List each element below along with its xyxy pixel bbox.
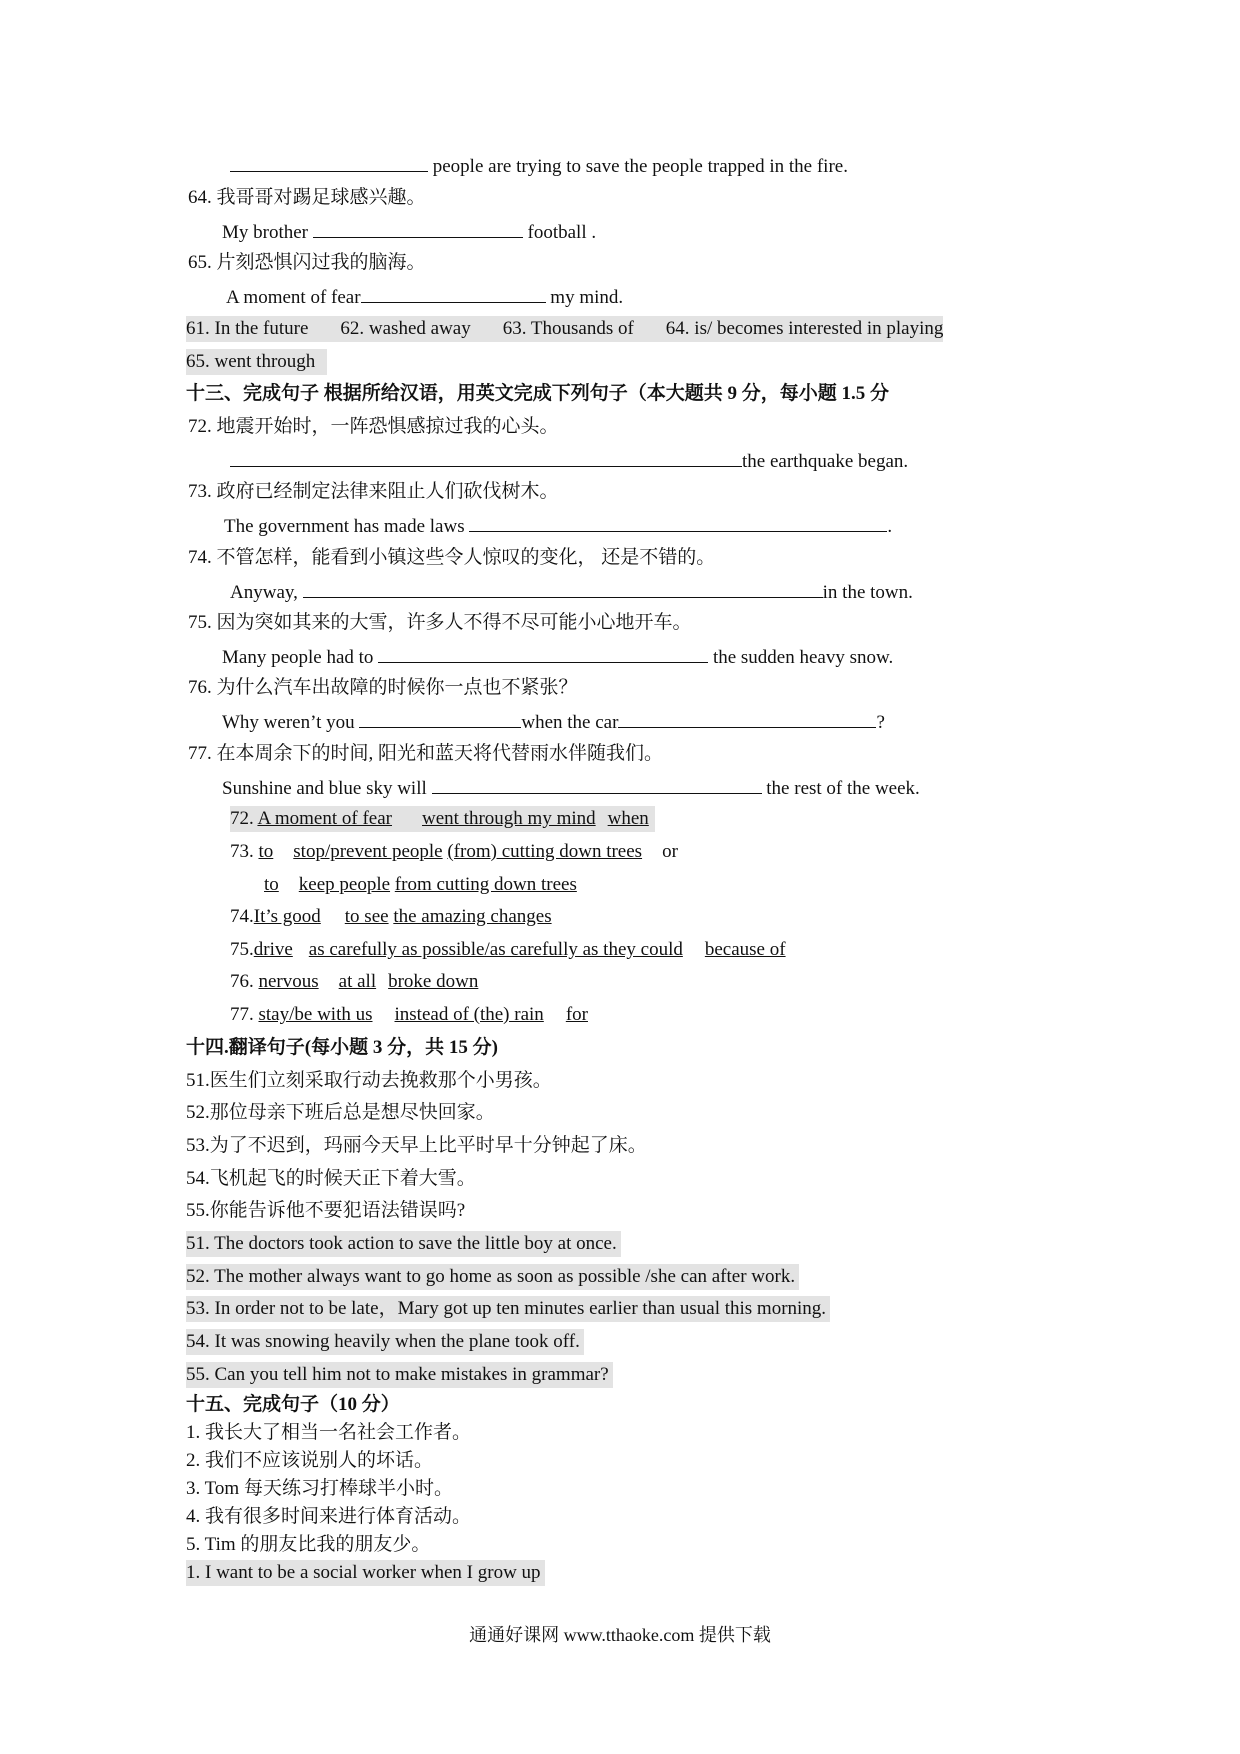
part14-a52: 52. The mother always want to go home as soon as possible /she can after work. [186, 1264, 799, 1290]
q72-en-tail: the earthquake began. [742, 451, 909, 472]
part15-q1: 1. 我长大了相当一名社会工作者。 [186, 1422, 472, 1443]
answer-part: as carefully as possible/as carefully as they could [308, 939, 683, 960]
q65-en-b: my mind. [550, 287, 624, 308]
q75-en-b: the sudden heavy snow. [712, 647, 894, 668]
answer-blank [361, 283, 546, 303]
answer-part: stop/prevent people [293, 841, 443, 862]
q74-en-a: Anyway, [230, 582, 298, 603]
answer-part: or [662, 841, 678, 862]
part14-a54: 54. It was snowing heavily when the plane took off. [186, 1329, 584, 1355]
q72-cn: 72. 地震开始时，一阵恐惧感掠过我的心头。 [188, 416, 559, 437]
q74-en [230, 578, 913, 606]
answer-73b [264, 872, 577, 898]
answer-77 [230, 1002, 588, 1028]
answer-part: went through my mind [422, 808, 596, 829]
q75-en [222, 643, 893, 671]
part14-q52: 52.那位母亲下班后总是想尽快回家。 [186, 1102, 495, 1123]
q74-en-b: in the town. [822, 582, 913, 603]
q77-cn: 77. 在本周余下的时间, 阳光和蓝天将代替雨水伴随我们。 [188, 743, 664, 764]
q64-cn: 64. 我哥哥对踢足球感兴趣。 [188, 187, 426, 208]
part14-a51: 51. The doctors took action to save the little boy at once. [186, 1231, 621, 1257]
q65-cn: 65. 片刻恐惧闪过我的脑海。 [188, 252, 426, 273]
answer-num: 75. [230, 939, 254, 960]
page-footer: 通通好课网 www.tthaoke.com 提供下载 [469, 1625, 771, 1645]
part15-q2: 2. 我们不应该说别人的坏话。 [186, 1450, 434, 1471]
answer-62: 62. washed away [340, 318, 471, 339]
part14-q55: 55.你能告诉他不要犯语法错误吗? [186, 1200, 466, 1221]
answer-73a [230, 839, 678, 865]
answer-part: nervous [258, 971, 319, 992]
part14-a55: 55. Can you tell him not to make mistakes in grammar? [186, 1362, 613, 1388]
answer-blank [618, 708, 876, 728]
answer-blank [469, 512, 887, 532]
answer-63: 63. Thousands of [502, 318, 634, 339]
answer-61: 61. In the future [186, 318, 309, 339]
q76-en-b: when the car [521, 712, 619, 733]
answer-72 [230, 806, 655, 832]
q64-en-b: football . [527, 222, 597, 243]
answer-part: stay/be with us [258, 1004, 373, 1025]
answer-part: to [258, 841, 274, 862]
part15-q5: 5. Tim 的朋友比我的朋友少。 [186, 1534, 431, 1555]
q73-en-a: The government has made laws [224, 516, 465, 537]
part15-q4: 4. 我有很多时间来进行体育活动。 [186, 1506, 472, 1527]
answer-num: 76. [230, 971, 254, 992]
q63-text: people are trying to save the people trapped in the fire. [432, 156, 848, 177]
q65-en [226, 283, 623, 311]
answer-part: It’s good [253, 906, 321, 927]
answer-part: instead of (the) rain [394, 1004, 544, 1025]
q77-en-b: the rest of the week. [766, 778, 920, 799]
answer-blank [230, 447, 742, 467]
answer-num: 77. [230, 1004, 254, 1025]
answer-part: keep people [298, 874, 391, 895]
q72-en [230, 447, 908, 475]
answer-blank [359, 708, 521, 728]
q63-line [230, 152, 848, 180]
answer-part: A moment of fear [257, 808, 392, 829]
answer-blank [378, 643, 708, 663]
part14-q54: 54.飞机起飞的时候天正下着大雪。 [186, 1168, 476, 1189]
part13-title: 十三、完成句子 根据所给汉语，用英文完成下列句子（本大题共 9 分，每小题 1.5 分 [186, 383, 890, 404]
answer-part: drive [253, 939, 293, 960]
q73-en [224, 512, 892, 540]
answer-part: because of [704, 939, 786, 960]
q75-cn: 75. 因为突如其来的大雪，许多人不得不尽可能小心地开车。 [188, 612, 692, 633]
q73-cn: 73. 政府已经制定法律来阻止人们砍伐树木。 [188, 481, 559, 502]
answer-part: when [607, 808, 649, 829]
answer-part: for [565, 1004, 588, 1025]
answer-part: from cutting down trees [394, 874, 577, 895]
answer-num: 72. [230, 808, 254, 829]
q76-cn: 76. 为什么汽车出故障的时候你一点也不紧张？ [188, 677, 578, 698]
part14-q51: 51.医生们立刻采取行动去挽救那个小男孩。 [186, 1070, 552, 1091]
answer-blank [303, 578, 823, 598]
answer-part: to see [344, 906, 389, 927]
q64-en-a: My brother [222, 222, 309, 243]
answers-61-64 [186, 316, 943, 342]
q76-en [222, 708, 885, 736]
answer-part: at all [338, 971, 377, 992]
answer-76 [230, 969, 478, 995]
answer-blank [432, 774, 762, 794]
q77-en-a: Sunshine and blue sky will [222, 778, 427, 799]
q74-cn: 74. 不管怎样，能看到小镇这些令人惊叹的变化， 还是不错的。 [188, 547, 716, 568]
answer-blank [313, 218, 523, 238]
q64-en [222, 218, 596, 246]
answer-part: the amazing changes [393, 906, 552, 927]
q73-en-b: . [887, 516, 893, 537]
answer-75 [230, 937, 786, 963]
answer-part: (from) cutting down trees [447, 841, 643, 862]
answer-num: 74. [230, 906, 254, 927]
q76-en-c: ? [876, 712, 885, 733]
answer-blank [230, 152, 428, 172]
answer-part: to [264, 874, 279, 895]
answer-part: broke down [388, 971, 479, 992]
part14-q53: 53.为了不迟到，玛丽今天早上比平时早十分钟起了床。 [186, 1135, 647, 1156]
answer-65: 65. went through [186, 349, 327, 375]
part15-a1: 1. I want to be a social worker when I grow up [186, 1560, 545, 1586]
q75-en-a: Many people had to [222, 647, 374, 668]
answer-num: 73. [230, 841, 254, 862]
part15-q3: 3. Tom 每天练习打棒球半小时。 [186, 1478, 453, 1499]
part14-a53: 53. In order not to be late，Mary got up ten minutes earlier than usual this morning. [186, 1296, 830, 1322]
answer-64: 64. is/ becomes interested in playing [665, 318, 944, 339]
part14-title: 十四.翻译句子(每小题 3 分，共 15 分) [186, 1037, 498, 1058]
q76-en-a: Why weren’t you [222, 712, 355, 733]
answer-74 [230, 904, 552, 930]
q65-en-a: A moment of fear [226, 287, 361, 308]
part15-title: 十五、完成句子（10 分） [186, 1394, 400, 1415]
q77-en [222, 774, 920, 802]
